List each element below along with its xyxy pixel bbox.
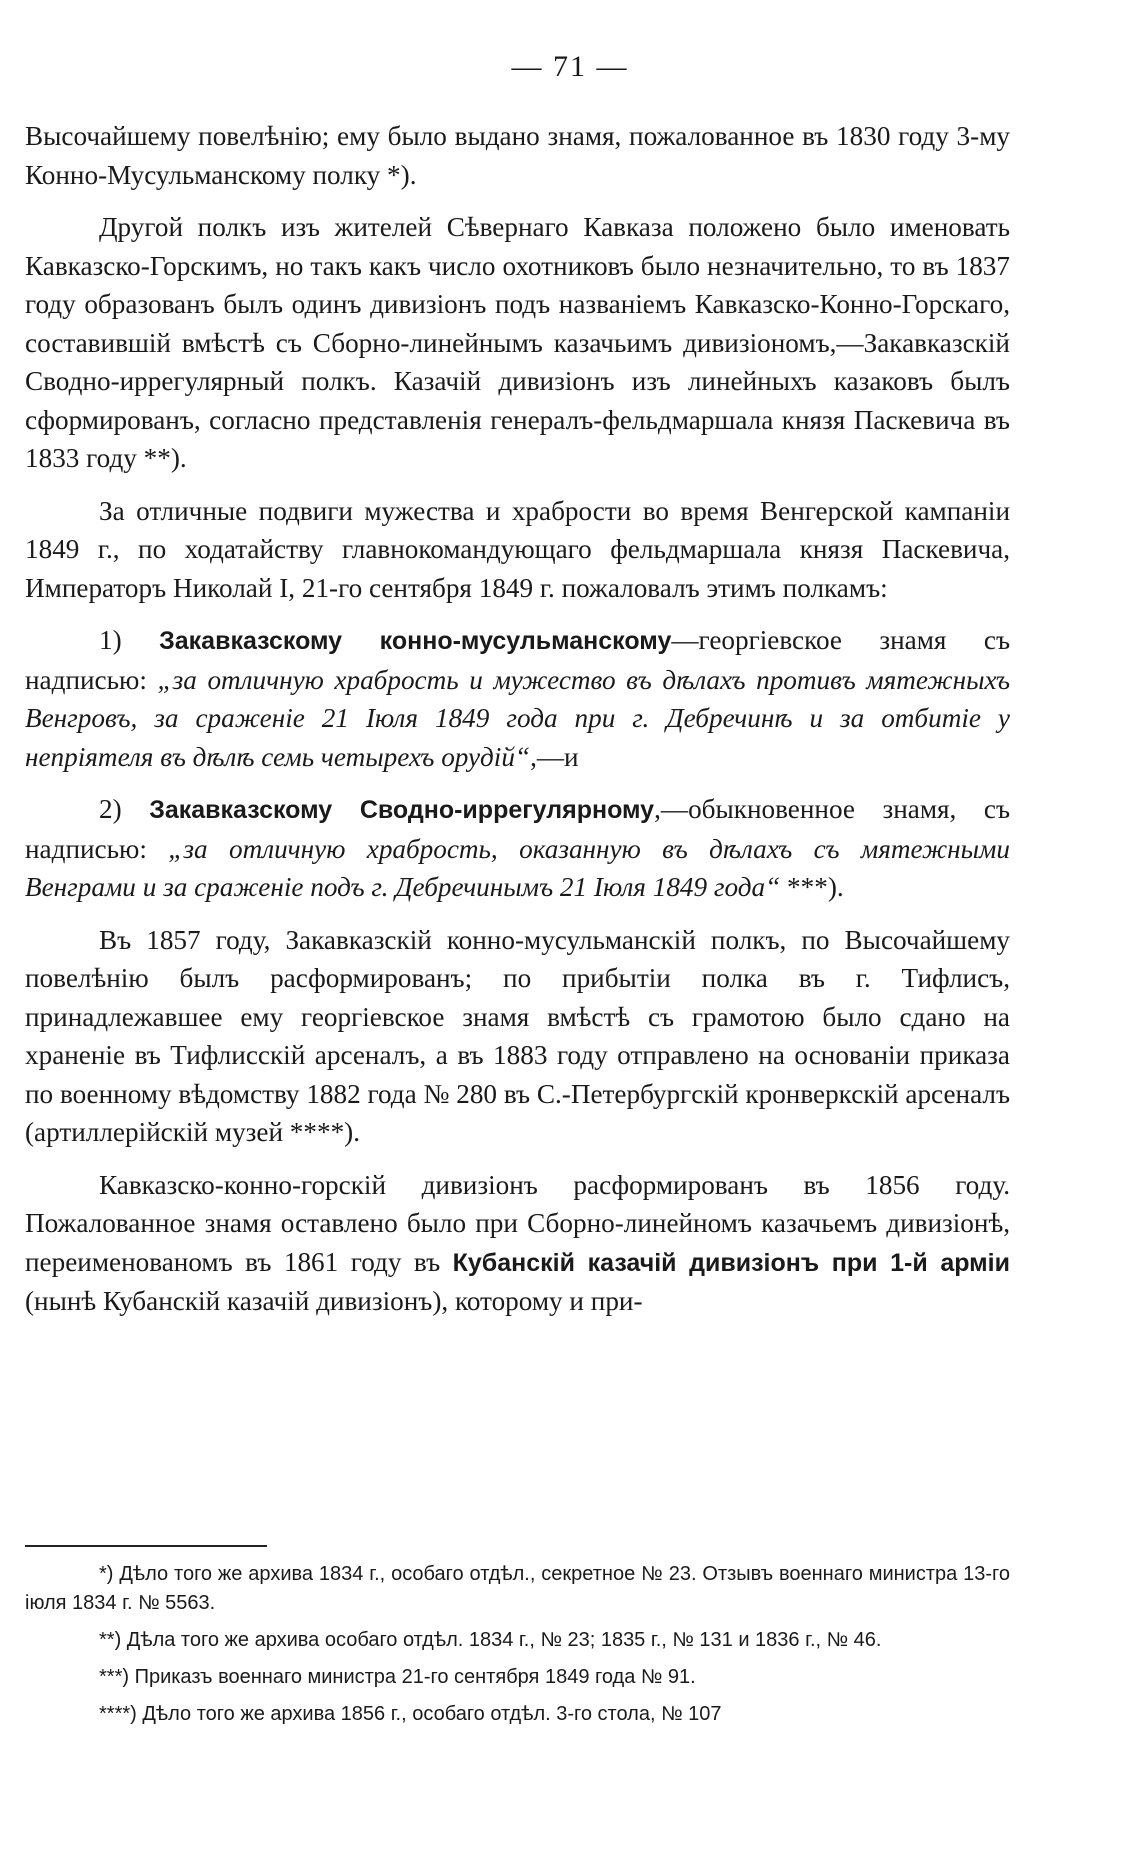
regiment-name: Закавказскому Сводно-иррегулярному: [149, 796, 655, 824]
paragraph-continuation: Высочайшему повелѣнію; ему было выдано знамя, пожалованное въ 1830 году 3-му Конно-Мусульманскому полку *).: [25, 121, 1010, 190]
footnotes: [25, 1560, 1010, 1737]
list-item-2: [25, 790, 1010, 907]
list-item-1: [25, 621, 1010, 776]
footnote-divider: [25, 1545, 267, 1547]
banner-inscription: „за отличную храбрость и мужество въ дѣлахъ противъ мятежныхъ Венгровъ, за сраженіе 21 Іюля 1849 года при г. Дебречинѣ и за отбитіе у непріятеля въ дѣлѣ семь четырехъ орудій“: [25, 664, 1010, 772]
paragraph-caucasus-mountain-regiment: Другой полкъ изъ жителей Сѣвернаго Кавказа положено было именовать Кавказско-Горскимъ, но такъ какъ число охотниковъ было незначительно, то въ 1837 году образованъ былъ одинъ дивизіонъ подъ названіемъ Кавказско-Конно-Горскаго, составившій вмѣстѣ съ Сборно-линейнымъ казачьимъ дивизіономъ,—Закавказскій Сводно-иррегулярный полкъ. Казачій дивизіонъ изъ линейныхъ казаковъ былъ сформированъ, согласно представленія генералъ-фельдмаршала князя Паскевича въ 1833 году **).: [25, 212, 1010, 473]
paragraph-kuban-division: [25, 1166, 1010, 1321]
item-number: 1): [99, 625, 122, 655]
division-name: Кубанскій казачій дивизіонъ при 1-й арміи: [452, 1248, 1010, 1277]
footnote-4: ****) Дѣло того же архива 1856 г., особаго отдѣл. 3-го стола, № 107: [99, 1703, 722, 1725]
page-number: — 71 —: [511, 50, 629, 83]
paragraph-disbandment: Въ 1857 году, Закавказскій конно-мусульманскій полкъ, по Высочайшему повелѣнію былъ расформированъ; по прибытіи полка въ г. Тифлисъ, принадлежавшее ему георгіевское знамя вмѣстѣ съ грамотою было сдано на храненіе въ Тифлисскій арсеналъ, а въ 1883 году отправлено на основаніи приказа по военному вѣдомству 1882 года № 280 въ С.-Петербургскій кронверкскій арсеналъ (артиллерійскій музей ****).: [25, 924, 1010, 1147]
banner-inscription: „за отличную храбрость, оказанную въ дѣлахъ съ мятежными Венграми и за сраженіе подъ г. Дебречинымъ 21 Іюля 1849 года“: [25, 833, 1010, 902]
item-tail: ***).: [780, 872, 844, 902]
item-text: —георгіевское знамя съ надписью:: [25, 625, 1011, 695]
paragraph-start: Кавказско-конно-горскій дивизіонъ расформированъ въ 1856 году. Пожалованное знамя оставлено было при Сборно-линейномъ казачьемъ дивизіонѣ, переименованомъ въ 1861 году въ: [25, 1169, 1010, 1277]
main-text: [25, 117, 1010, 1335]
paragraph-end: (нынѣ Кубанскій казачій дивизіонъ), которому и при-: [25, 1286, 643, 1316]
item-text: ,—обыкновенное знамя, съ надписью:: [25, 794, 1011, 864]
regiment-name: Закавказскому конно-мусульманскому: [159, 627, 672, 655]
item-number: 2): [99, 794, 122, 824]
footnote-3: ***) Приказъ военнаго министра 21-го сентября 1849 года № 91.: [99, 1666, 696, 1688]
footnote-2: **) Дѣла того же архива особаго отдѣл. 1834 г., № 23; 1835 г., № 131 и 1836 г., № 46.: [99, 1629, 882, 1651]
footnote-1: *) Дѣло того же архива 1834 г., особаго отдѣл., секретное № 23. Отзывъ военнаго министра 13-го іюля 1834 г. № 5563.: [25, 1563, 1010, 1614]
item-tail: ,—и: [530, 741, 579, 772]
paragraph-hungarian-campaign: За отличные подвиги мужества и храбрости во время Венгерской кампаніи 1849 г., по ходатайству главнокомандующаго фельдмаршала князя Паскевича, Императоръ Николай I, 21-го сентября 1849 г. пожаловалъ этимъ полкамъ:: [25, 495, 1010, 603]
